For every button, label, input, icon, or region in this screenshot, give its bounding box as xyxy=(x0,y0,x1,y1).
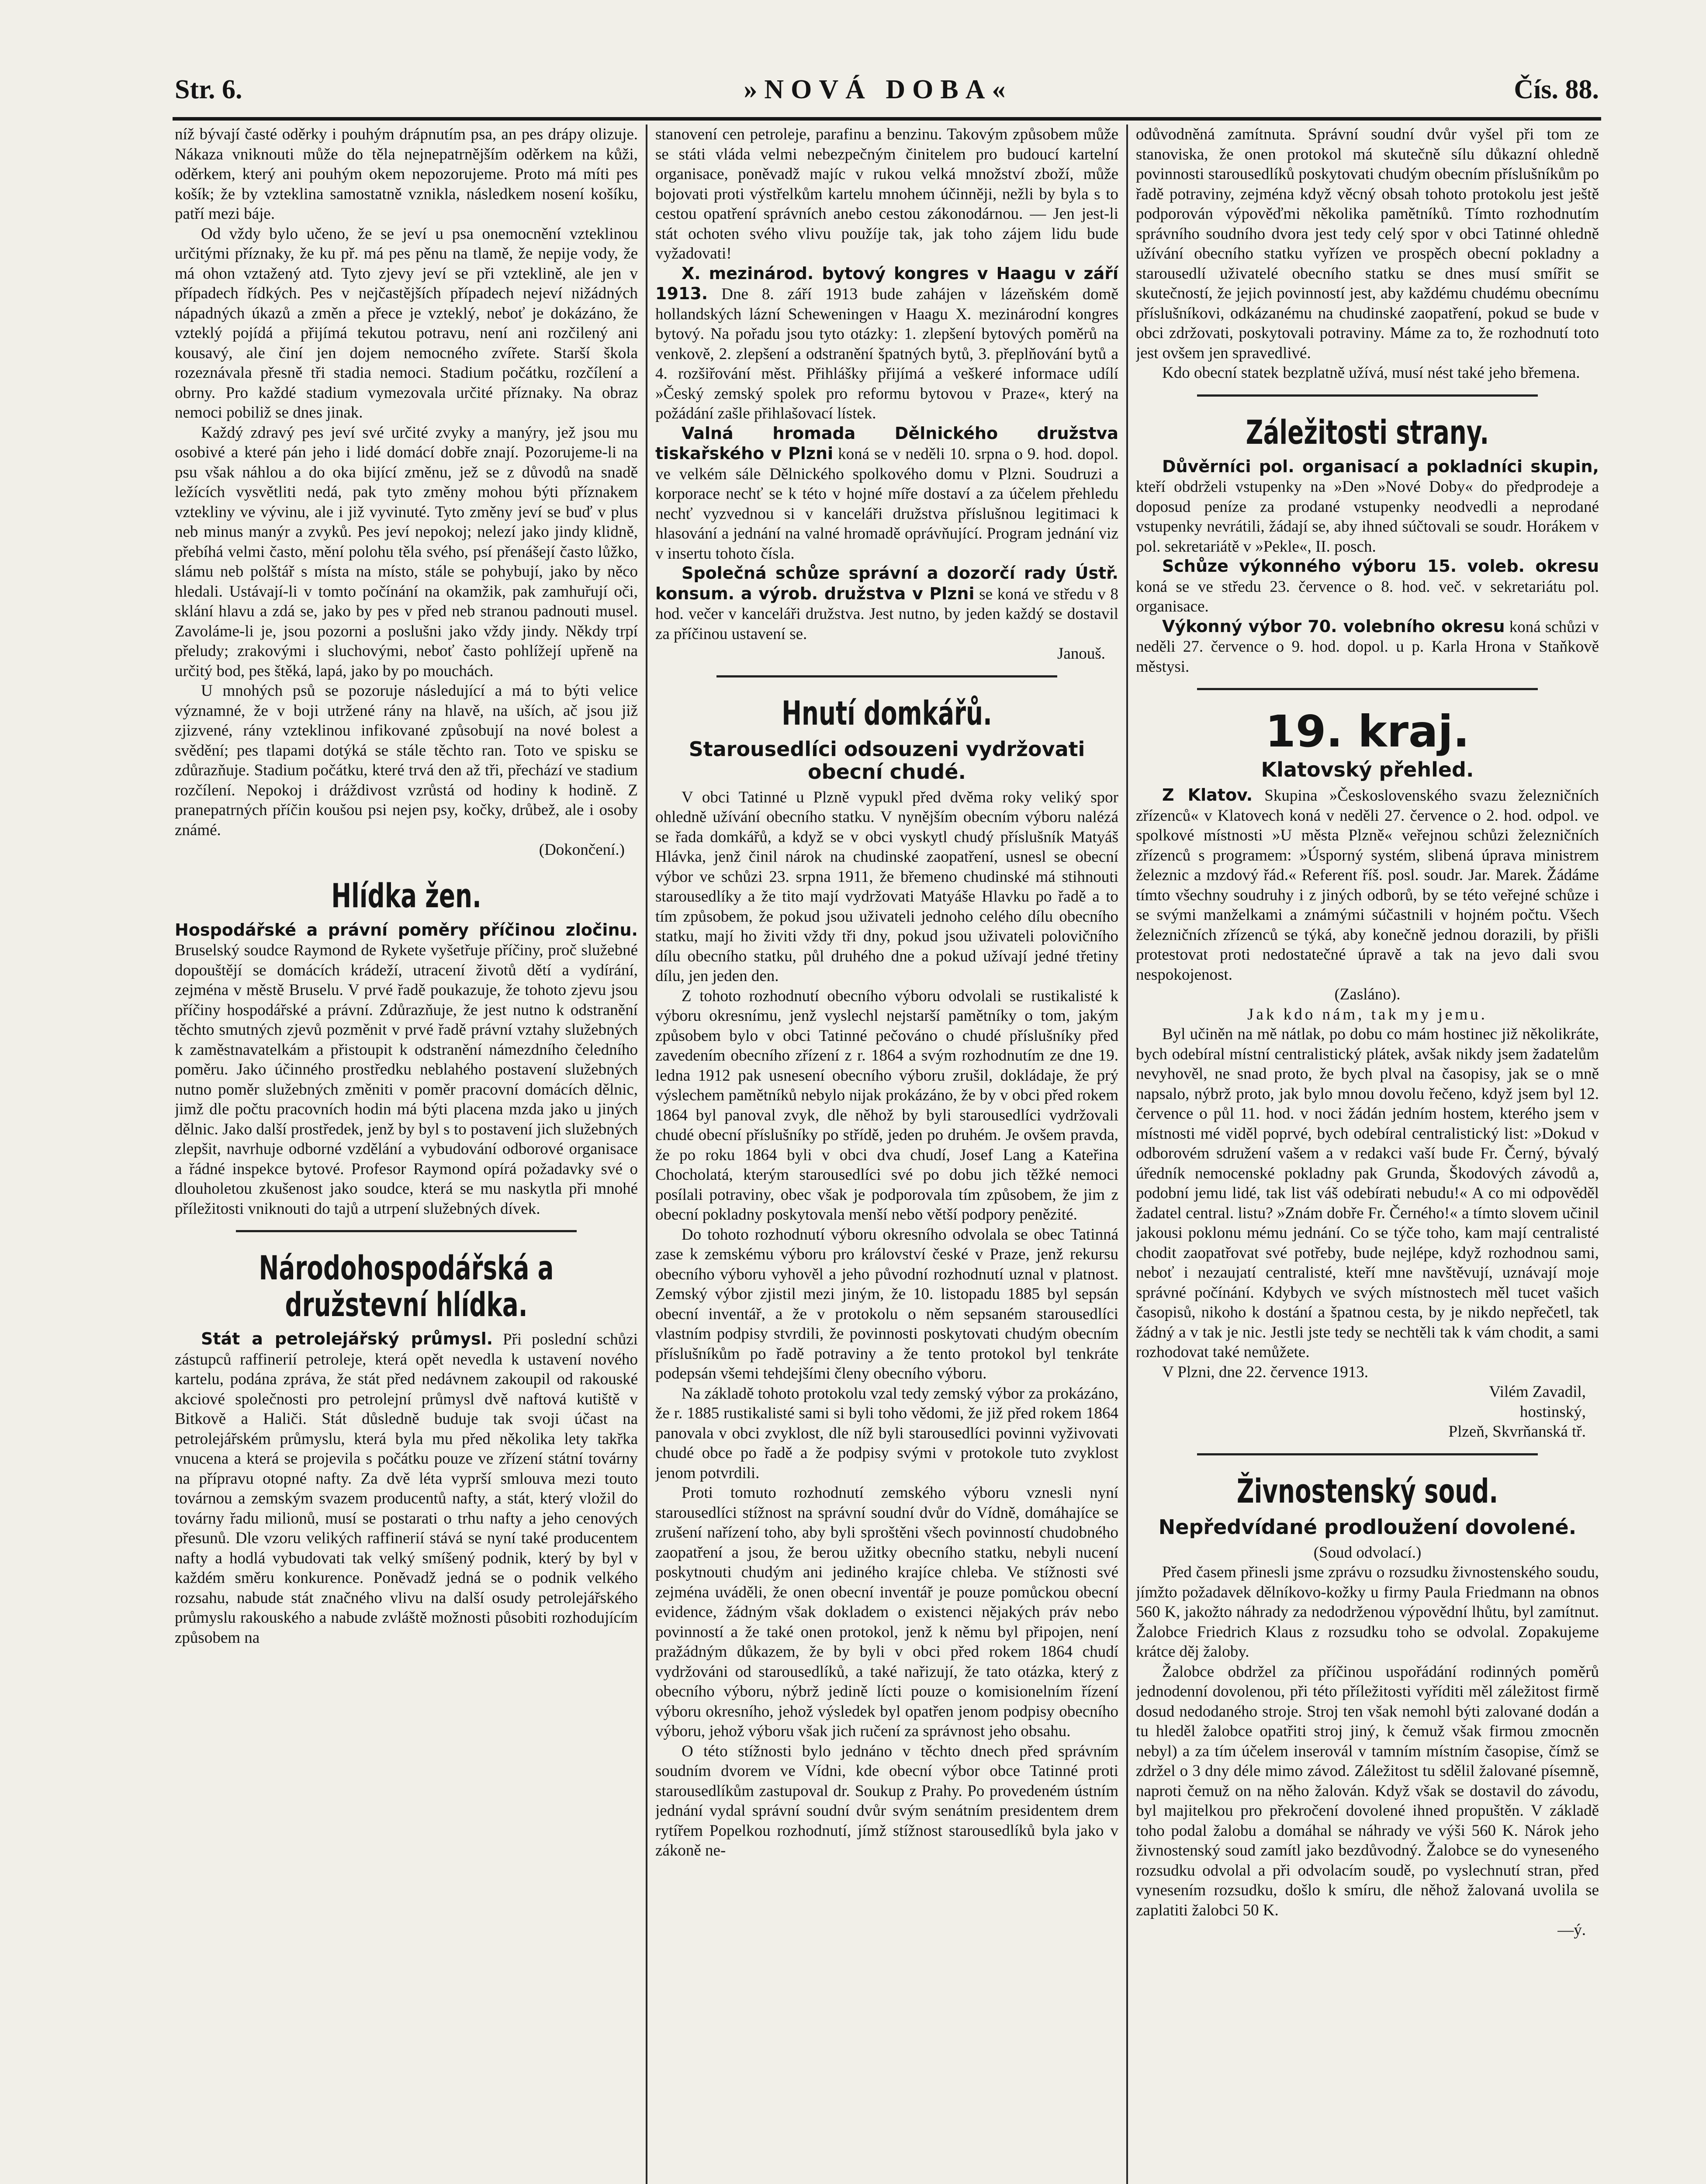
valna-article xyxy=(655,424,1118,564)
newspaper-title: »NOVÁ DOBA« xyxy=(744,74,1013,104)
narod-body: Při poslední schůzi zástupců raffinerií petroleje, která opět nevedla k ustavení nového kartelu, podána zpráva, že stát před nedávnem zakoupil od rakouské akciové společnosti pro petrolejní průmysl dvě naftová kutiště v Bitkově a Haliči. Stát důsledně buduje tak svoji účast na petrolejářském průmyslu, která byla mu před několika lety takřka vnucena a která se projevila s počátku pouze ve zřízení státní továrny na přípravu otopné nafty. Za dvě léta vyprší smlouva mezi touto továrnou a zemským svazem producentů nafty, a stát, který vložil do továrny řadu milionů, musí se postarati o trhu nafty a jeho cenových přesunů. Dle vzoru velikých raffinerií stává se nyní také producentem nafty a hodlá vybudovati tak velký smíšený podnik, který by byl v každém směru konkurence. Poněvadž jedná se o podnik velkého rozsahu, nabude stát značného vlivu na další osudy petrolejářského průmyslu rakouského a nabude zvláště možnosti působiti rozhodujícím způsobem na xyxy=(175,1330,638,1647)
soud-signature: —ý. xyxy=(1557,1921,1586,1939)
section-divider xyxy=(716,675,1057,677)
valna-body: koná se v neděli 10. srpna o 9. hod. dopol. ve velkém sále Dělnického spolkového domu v Plzni. Soudruzi a korporace nechť se k této v hojné míře dostaví a za účelem přehledu nechť vyzvednou si v kanceláři družstva příslušnou legitimaci k hlasování a jednání na valné hromadě oprávňující. Program jednání viz v insertu tohoto čísla. xyxy=(655,445,1118,563)
zaslano-signature-name: Vilém Zavadil, xyxy=(1489,1383,1586,1401)
section-divider xyxy=(1197,394,1538,397)
column-divider-1 xyxy=(646,124,647,2184)
klatovy-body: Skupina »Československého svazu železničních zřízenců« v Klatovech koná v neděli 27. července o 2. hod. odpol. ve spolkové místnosti »U města Plzně« veřejnou schůzi železničních zřízenců s programem: »Úsporný systém, slibená úprava ministrem železnic a mzdový řád.« Referent říš. posl. soudr. Jar. Marek. Žádáme tímto všechny soudruhy i z jiných odborů, by se této veřejné schůze i se svými manželkami a známými súčastnili v hojném počtu. Všech železničních zřízenců se týká, aby konečně jednou dorazili, by přišli protestovat proti nedostatečné úpravě a tak na jevo dali svou nespokojenost. xyxy=(1136,787,1599,984)
column-2 xyxy=(655,124,1118,2184)
soud-paragraph-2: Žalobce obdržel za příčinou uspořádání rodinných poměrů jednodenní dovolenou, při této příležitosti vyříditi měl záležitost firmě dosud nedodaného stroje. Stroj ten však nemohl býti zalované dodán a tu hleděl žalobce opatřiti stroj jiný, k čemuž však firmou zmocněn nebyl) a za tím účelem inserovál v tamním místním časopise, čímž se zdržel o 3 dny déle mimo závod. Záležitost tu sdělil žalované písemně, naproti čemuž on na něho žalován. Když však se dostavil do závodu, byl majitelkou pro překročení dovolené ihned propuštěn. V základě toho podal žalobu a domáhal se náhrady ve výši 560 K. Nárok jeho živnostenský soud zamítl jako bezdůvodný. Žalobce se do vyneseného rozsudku odvolal a při odvolacím soudě, po vyslechnutí stran, před vynesením rozsudku, došlo k smíru, dle něhož žalovaná uvolila se zaplatiti žalobci 50 K. xyxy=(1136,1662,1599,1919)
soud-subtitle: Nepředvídané prodloužení dovolené. xyxy=(1158,1515,1577,1539)
duvernici-body: kteří obdrželi vstupenky na »Den »Nové Doby« do předprodeje a doposud peníze za prodané vstupenky neodvedli a neprodané vstupenky nevrátili, žádají se, aby ihned súčtovali se soudr. Horákem v pol. sekretariátě v »Pekle«, II. posch. xyxy=(1136,478,1599,556)
zaslano-body: Byl učiněn na mě nátlak, po dobu co mám hostinec již několikráte, bych odebíral místní centralistický plátek, avšak nikdy jsem žadatelům nevyhověl, ne snad proto, že bych plval na časopisy, jak se o mně napsalo, nýbrž proto, jak bylo mnou dovolu řečeno, když jsem byl 12. července o půl 11. hod. v noci žádán jedním hostem, kterého jsem v místnosti mé viděl poprvé, bych odebíral centralistický list: »Dokud v odborovém sdružení vašem a v redakci vaší bude Fr. Černý, bývalý úředník nemocenské pokladny pak Grunda, Škodových závodů a, podobní jemu lidé, tak list váš odebírati nebudu!« A co mi odpověděl žadatel central. listu? »Znám dobře Fr. Černého!« a tímto slovem učinil jakousi poklonu mému jednání. Co se týče toho, kam mají centralisté chodit zaopatřovat své potřeby, bude nejlépe, když rozhodnou sami, neboť i nezaujatí centralisté, kteří mne navštěvují, uznávají moje správné počínání. Kdybych ve svých místnostech měl tucet vašich časopisů, nikoho k dostání a špatnou cesta, by je nikdo nepřečetl, tak žádný a v tak je nic. Jestli jste tedy se nechtěli tak k vám chodit, a sami rozhodovat také nemůžete. xyxy=(1136,1025,1599,1361)
section-title-hlidka-zen: Hlídka žen. xyxy=(331,876,481,915)
section-divider xyxy=(1197,688,1538,690)
header-rule xyxy=(173,117,1601,121)
column-1 xyxy=(175,124,638,2184)
hlidka-body: Bruselský soudce Raymond de Rykete vyšetřuje příčiny, proč služebné dopouštějí se domácích krádeží, utracení životů dětí a vydírání, zejména v městě Bruselu. V prvé řadě poukazuje, že tohoto zjevu jsou příčiny hospodářské a právní. Zdůrazňuje, že jest nutno k odstranění těchto smutných zjevů pozměnit v prvé řadě právní vztahy služebných k zaměstnavatelkám a přistoupit k odstranění námezdního čeledního poměru. Jako účinného prostředku neblahého postavení služebných nutno poměr služebných změniti v poměr pracovní domácích dělnic, jimž dle počtu pracovních hodin má býti placena mzda jako u jiných dělnic. Jako další prostředek, jenž by byl s to postavení jich služebných zlepšit, navrhuje odborné vzdělání a vybudování odborové organisace a řádné inspekce bytové. Profesor Raymond opírá požadavky své o dlouholetou zkušenost jako soudce, která se mu naskytla při mnohé příležitosti vniknouti do tajů a utrpení služebných dívek. xyxy=(175,941,638,1218)
rabies-paragraph-4: U mnohých psů se pozoruje následující a má to býti velice významné, že v boji utržené rány na hlavě, na uších, ač jsou již zjizvené, rány vzteklinou infikované způsobují na nové bolest a svědění; pes tlapami dotýká se stále těchto ran. Toto ve spisku se zdůrazňuje. Stadium počátku, které trvá den až tři, přechází ve stadium rozčílení. Nepokoj i dráždivost vzrůstá od hodiny k hodině. Z pranepatrných příčin koušou psi nejen psy, kočky, drůbež, ale i osoby známé. xyxy=(175,682,638,839)
vybor-15-article xyxy=(1136,556,1599,617)
section-title-zalezitosti-strany: Záležitosti strany. xyxy=(1246,412,1489,452)
duvernici-head: Důvěrníci pol. organisací a pokladníci skupin, xyxy=(1162,456,1599,476)
section-title-narodohospodarska: Národohospodářská a družstevní hlídka. xyxy=(259,1248,554,1324)
section-divider xyxy=(1197,1453,1538,1455)
zaslano-signature-address: Plzeň, Skvrňanská tř. xyxy=(1448,1423,1586,1441)
issue-number: Čís. 88. xyxy=(1514,74,1599,104)
kongres-body: Dne 8. září 1913 bude zahájen v lázeňském domě hollandských lázní Scheweningen v Haagu X. mezinárodní kongres bytový. Na pořadu jsou tyto otázky: 1. zlepšení bytových poměrů na venkově, 2. zlepšení a odstranění špatných bytů, 3. přeplňování bytů a 4. rozšiřování měst. Přihlášky přijímá a veškeré informace udílí »Český zemský spolek pro reformu bytovou v Praze«, který na požádání zašle přihlašovací lístek. xyxy=(655,285,1118,422)
zaslano-title: Jak kdo nám, tak my jemu. xyxy=(1247,1005,1488,1023)
zaslano-date: V Plzni, dne 22. července 1913. xyxy=(1162,1363,1368,1381)
kongres-head: X. mezinárod. bytový kongres v Haagu v září 1913. xyxy=(655,263,1118,303)
schuze-body: se koná ve středu v 8 hod. večer v kanceláři družstva. Jest nutno, by jeden každý se dostavil za příčinou ustavení se. xyxy=(655,585,1118,643)
vybor-15-body: koná se ve středu 23. července o 8. hod. več. v sekretariátu pol. organisace. xyxy=(1136,577,1599,615)
klatovy-head: Z Klatov. xyxy=(1162,785,1253,805)
vybor-70-body: koná schůzi v neděli 27. července o 9. hod. dopol. u p. Karla Hrona v Staňkově městysi. xyxy=(1136,618,1599,676)
hlidka-lead: Hospodářské a právní poměry příčinou zločinu. xyxy=(175,920,638,940)
duvernici-article xyxy=(1136,457,1599,557)
schuze-head: Společná schůze správní a dozorčí rady Ústř. konsum. a výrob. družstva v Plzni xyxy=(655,563,1118,603)
domkaru-continued: odůvodněná zamítnuta. Správní soudní dvůr vyšel při tom ze stanoviska, že onen protokol má skutečně sílu důkazní ohledně povinnosti starousedlíků poskytovati chudým obecním příslušníkům po řadě potraviny, zejména když věcný obsah tohoto protokolu jest ještě podporován výpověďmi několika pamětníků. Tímto rozhodnutím správního soudního dvora jest tedy celý spor v obci Tatinné ohledně užívání obecního statku vyřízen ve prospěch obecní pokladny a starousedlí uživatelé obecního statku se dnes musí smířit se skutečností, že jejich povinností jest, aby každému chudému obecnímu příslušníkovi, odkázanému na chudinské zaopatření, pokud se bude v obci zdržovati, poskytovali potraviny. Máme za to, že rozhodnutí toto jest ovšem jen spravedlivé. xyxy=(1136,125,1599,362)
section-title-hnuti-domkaru: Hnutí domkářů. xyxy=(782,693,992,733)
hlidka-article xyxy=(175,920,638,1219)
column-3 xyxy=(1136,124,1599,2184)
zaslano-signature-role: hostinský, xyxy=(1519,1403,1586,1421)
page-number: Str. 6. xyxy=(175,74,242,104)
soud-paragraph-1: Před časem přinesli jsme zprávu o rozsudku živnostenského soudu, jímžto požadavek dělníkovo-kožky u firmy Paula Friedmann na obnos 560 K, jakožto náhrady za nedodrženou výpovědní lhůtu, byl zamítnut. Žalobce Friedrich Klaus z rozsudku toho se odvolal. Zopakujeme krátce děj žaloby. xyxy=(1136,1563,1599,1661)
continued-note: (Dokončení.) xyxy=(539,841,625,859)
vybor-70-article xyxy=(1136,617,1599,677)
narod-article xyxy=(175,1329,638,1648)
domkaru-paragraph-4: Na základě tohoto protokolu vzal tedy zemský výbor za prokázáno, že r. 1885 rustikalisté sami si byli toho vědomi, že již před rokem 1864 panovala v obci zvyklost, dle níž byli starousedlíci povinni vyživovati chudé obce po řadě a že podpisy svými v protokole tuto zvyklost jenom potvrdili. xyxy=(655,1384,1118,1482)
domkaru-subtitle: Starousedlíci odsouzeni vydržovati obecní chudé. xyxy=(689,737,1085,784)
kongres-article xyxy=(655,264,1118,424)
schuze-signature: Janouš. xyxy=(1057,645,1105,663)
soud-subtitle-2: (Soud odvolací.) xyxy=(1313,1543,1422,1562)
vybor-70-head: Výkonný výbor 70. volebního okresu xyxy=(1162,616,1505,636)
klatovy-article xyxy=(1136,785,1599,985)
domkaru-paragraph-2: Z tohoto rozhodnutí obecního výboru odvolali se rustikalisté k výboru okresnímu, jenž vyslechl nejstarší pamětníky o tom, jakým způsobem bylo v obci Tatinné pečováno o chudé příslušníky před zavedením obecního zřízení z r. 1864 a svým rozhodnutím ze dne 19. ledna 1912 pak usnesení obecního výboru zrušil, dokládaje, že prý výslechem pamětníků nebylo nijak prokázáno, že by v obci před rokem 1864 byl panoval zvyk, dle něhož by byli starousedlíci vydržovali chudé obecní příslušníky po střídě, jeden po druhém. Je ovšem pravda, že po roku 1864 byli v obci dva chudí, Josef Lang a Kateřina Chocholatá, kterým starousedlíci své po dobu jich těžké nemoci posílali potraviny, obec však je podporovala tím způsobem, že jim z obecní pokladny poskytovala menší nebo větší podpory penězité. xyxy=(655,987,1118,1223)
domkaru-closing: Kdo obecní statek bezplatně užívá, musí nést také jeho břemena. xyxy=(1162,364,1580,382)
section-title-19-kraj: 19. kraj. xyxy=(1265,706,1470,757)
rabies-paragraph-3: Každý zdravý pes jeví své určité zvyky a manýry, jež jsou mu osobivé a které pán jeho i lidé domácí dobře znají. Pozorujeme-li na psu však náhlou a do oka bijící změnu, jež se z důvodů na snadě ležících vysvětliti nedá, pak tyto změny mohou býti příznakem vztekliny ve vývinu, ale i již vyvinuté. Tyto změny jeví se buď v plus neb minus manýr a zvyků. Pes jeví nepokoj; nelezí jako jindy klidně, přebíhá velmi často, mění polohu těla svého, psí přenášejí často lůžko, slámu neb polštář s místa na místo, stále se pohybují, jako by něco hledali. Ustávají-li v tomto počínání na okamžik, pak zamhuřují oči, sklání hlavu a zdá se, jako by pes v před neb stranou padnouti musel. Zavoláme-li je, jsou pozorni a poslušni jako vždy jindy. Někdy trpí přeludy; zrakovými i sluchovými, neboť často pohlížejí upřeně na určitý bod, pes štěká, lapá, jako by po mouchách. xyxy=(175,423,638,680)
petrol-continued: stanovení cen petroleje, parafinu a benzinu. Takovým způsobem může se státi vláda velmi nebezpečným činitelem pro budoucí kartelní organisace, poněvadž majíc v rukou velká množství zboží, může bojovati proti výstřelkům kartelu mnohem účinněji, nežli by byla s to cestou opatření správních anebo cestou zákonodárnou. — Jen jest-li stát ochoten svého vlivu použíje tak, jak toho zájem lidu bude vyžadovati! xyxy=(655,125,1118,263)
page-header xyxy=(175,66,1599,114)
domkaru-paragraph-3: Do tohoto rozhodnutí výboru okresního odvolala se obec Tatinná zase k zemskému výboru pro království české v Praze, jenž rekursu obecního výboru vyhověl a jeho původní rozhodnutí uznal v platnost. Zemský výbor zjistil mezi jiným, že 10. listopadu 1885 byl sepsán obecní inventář, a že v protokolu o něm sepsaném starousedlíci vlastním podpisy stvrdili, že povinnosti poskytovati chudým obecním příslušníkům po řadě potraviny a že tento protokol byl tenkráte podepsán všemi tehdejšími členy obecního výboru. xyxy=(655,1225,1118,1382)
domkaru-paragraph-5: Proti tomuto rozhodnutí zemského výboru vznesli nyní starousedlíci stížnost na správní soudní dvůr do Vídně, domáhajíce se zrušení nařízení toho, aby byli sproštěni všech povinností chudobného zaopatření a jsou, že berou užitky obecního statku, nebyli nucení poskytnouti chudým ani jediného krajíce chleba. Ve stížnosti své zejména uváděli, že onen obecní inventář je pouze pomůckou obecní evidence, žádným však dokladem o existenci nějakých práv nebo povinností a že také onen protokol, jenž k němu byl připojen, není pražádným důkazem, že by byli v obci před rokem 1864 chudí vydržováni od starousedlíků, a také nařizují, že tato otázka, který z obecního výboru, nýbrž jedině lícti pouze o komisionelním řízení výboru okresního, jehož výsledek byl opatřen jenom podpisy obecního výboru, jehož výboru však jich ručení za správnost jeho obsahu. xyxy=(655,1484,1118,1740)
zaslano-label: (Zasláno). xyxy=(1334,985,1401,1003)
narod-lead: Stát a petrolejářský průmysl. xyxy=(201,1329,493,1348)
rabies-paragraph-1: níž bývají časté oděrky i pouhým drápnutím psa, an pes drápy olizuje. Nákaza vniknouti může do těla nejnepatrnějším oděrkem na kůži, oděrkem, který ani pouhým okem nepozorujeme. Proto má míti pes košík; že by vzteklina samostatně vznikla, následkem nosení košíku, patří mezi báje. xyxy=(175,125,638,223)
schuze-article xyxy=(655,563,1118,644)
column-divider-2 xyxy=(1126,124,1128,2184)
section-title-zivnostensky-soud: Živnostenský soud. xyxy=(1236,1471,1498,1510)
vybor-15-head: Schůze výkonného výboru 15. voleb. okresu xyxy=(1162,556,1599,576)
klatovsky-prehled: Klatovský přehled. xyxy=(1261,758,1474,781)
domkaru-paragraph-1: V obci Tatinné u Plzně vypukl před dvěma roky veliký spor ohledně užívání obecního statku. V nynějším obecním výboru nalézá se řada domkářů, a když se v obci vyskytl chudý příslušník Matyáš Hlávka, jenž činil nárok na chudinské zaopatření, usnesl se obecní výbor ve schůzi 23. srpna 1911, že břemeno chudinské má stihnouti starousedlíky a že tito mají vydržovati Matyáše Hlavku po řadě a to tím způsobem, že pokud jsou uživateli jednoho celého dílu obecního statku, mají ho živiti vždy tři dny, pokud jsou uživateli polovičního dílu obecního statku, půl druhého dne a pokud užívají jedné třetiny dílu, jen jeden den. xyxy=(655,788,1118,985)
valna-head: Valná hromada Dělnického družstva tiskařského v Plzni xyxy=(655,423,1118,463)
domkaru-paragraph-6: O této stížnosti bylo jednáno v těchto dnech před správním soudním dvorem ve Vídni, kde obecní výbor obce Tatinné proti starousedlíkům zastupoval dr. Soukup z Prahy. Po provedeném ústním jednání vydal správní soudní dvůr svým senátním presidentem drem rytířem Popelkou rozhodnutí, jímž stížnost starousedlíků byla jako v zákoně ne- xyxy=(655,1742,1118,1859)
rabies-paragraph-2: Od vždy bylo učeno, že se jeví u psa onemocnění vzteklinou určitými příznaky, že ku př. má pes pěnu na tlamě, že nepije vody, že má ohon vztažený atd. Tyto zjevy jeví se při vzteklině, ale jen v případech řídkých. Pes v nejčastějších případech nejeví nižádných nápadných úkazů a změn a přece je vzteklý, neboť je dokázáno, že vzteklý pojídá a přijímá tekutou potravu, není ani rozčilený ani kousavý, ale činí jen dojem nemocného zvířete. Starší škola rozeznávala přesně tři stadia nemoci. Stadium počátku, rozčílení a obrny. Pro každé stadium vymezovala určité příznaky. Na obraz nemoci pobiliž se dnes jinak. xyxy=(175,225,638,422)
section-divider xyxy=(236,1230,577,1232)
